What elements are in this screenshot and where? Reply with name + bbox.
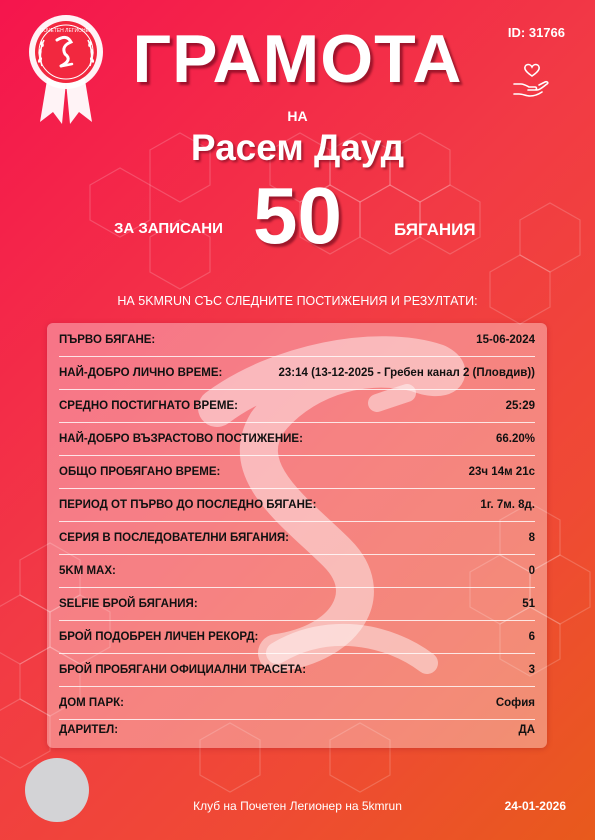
stat-row-age-grade bbox=[59, 422, 535, 456]
stat-value: 51 bbox=[522, 597, 535, 610]
stat-row-donor bbox=[59, 713, 535, 746]
stat-row-streak bbox=[59, 521, 535, 555]
stat-row-official-courses bbox=[59, 653, 535, 687]
count-prefix: ЗА ЗАПИСАНИ bbox=[114, 220, 223, 237]
stat-row-period bbox=[59, 488, 535, 522]
stat-label: ПЪРВО БЯГАНЕ: bbox=[59, 333, 156, 346]
achievements-intro: НА 5KMRUN СЪС СЛЕДНИТЕ ПОСТИЖЕНИЯ И РЕЗУЛТАТИ: bbox=[117, 294, 478, 308]
stat-label: 5KM MAX: bbox=[59, 564, 116, 577]
for-word: НА bbox=[287, 108, 308, 124]
stat-label: SELFIE БРОЙ БЯГАНИЯ: bbox=[59, 597, 198, 610]
stat-row-pb-count bbox=[59, 620, 535, 654]
stat-row-personal-best bbox=[59, 356, 535, 390]
stat-value: 0 bbox=[528, 564, 535, 577]
stat-label: СЕРИЯ В ПОСЛЕДОВАТЕЛНИ БЯГАНИЯ: bbox=[59, 531, 289, 544]
stat-label: БРОЙ ПОДОБРЕН ЛИЧЕН РЕКОРД: bbox=[59, 630, 259, 643]
stat-value: 66.20% bbox=[495, 432, 535, 445]
stat-row-average-time bbox=[59, 389, 535, 423]
stat-value: 15-06-2024 bbox=[476, 333, 535, 346]
stat-value: 3 bbox=[528, 663, 535, 676]
stat-value: 8 bbox=[528, 531, 535, 544]
stat-value: 23:14 (13-12-2025 - Гребен канал 2 (Пловдив)) bbox=[278, 366, 535, 379]
stat-value: 1г. 7м. 8д. bbox=[480, 498, 535, 511]
stats-panel bbox=[47, 323, 547, 748]
stat-row-total-time bbox=[59, 455, 535, 489]
stat-value: 6 bbox=[528, 630, 535, 643]
stat-label: БРОЙ ПРОБЯГАНИ ОФИЦИАЛНИ ТРАСЕТА: bbox=[59, 663, 307, 676]
club-footer: Клуб на Почетен Легионер на 5kmrun bbox=[193, 799, 402, 813]
stat-row-5km-max bbox=[59, 554, 535, 588]
runs-count: 50 bbox=[253, 171, 342, 260]
svg-text:ПОЧЕТЕН ЛЕГИОНЕР: ПОЧЕТЕН ЛЕГИОНЕР bbox=[39, 28, 93, 34]
issue-date: 24-01-2026 bbox=[504, 799, 566, 813]
stat-label: НАЙ-ДОБРО ВЪЗРАСТОВО ПОСТИЖЕНИЕ: bbox=[59, 432, 303, 445]
stat-row-selfie-runs bbox=[59, 587, 535, 621]
certificate-title: ГРАМОТА bbox=[132, 21, 463, 97]
certificate-id: ID: 31766 bbox=[507, 25, 565, 40]
count-suffix: БЯГАНИЯ bbox=[394, 220, 476, 239]
stat-label: ПЕРИОД ОТ ПЪРВО ДО ПОСЛЕДНО БЯГАНЕ: bbox=[59, 498, 317, 511]
stat-value: ДА bbox=[518, 723, 535, 736]
stat-label: СРЕДНО ПОСТИГНАТО ВРЕМЕ: bbox=[59, 399, 238, 412]
stat-value: 23ч 14м 21с bbox=[468, 465, 535, 478]
stat-label: НАЙ-ДОБРО ЛИЧНО ВРЕМЕ: bbox=[59, 366, 223, 379]
recipient-name: Расем Дауд bbox=[190, 127, 405, 168]
stat-label: ДОМ ПАРК: bbox=[59, 696, 125, 709]
stat-label: ОБЩО ПРОБЯГАНО ВРЕМЕ: bbox=[59, 465, 221, 478]
stat-label: ДАРИТЕЛ: bbox=[59, 723, 119, 736]
stat-row-first-run bbox=[59, 323, 535, 357]
stat-value: 25:29 bbox=[505, 399, 535, 412]
stat-value: София bbox=[495, 696, 535, 709]
